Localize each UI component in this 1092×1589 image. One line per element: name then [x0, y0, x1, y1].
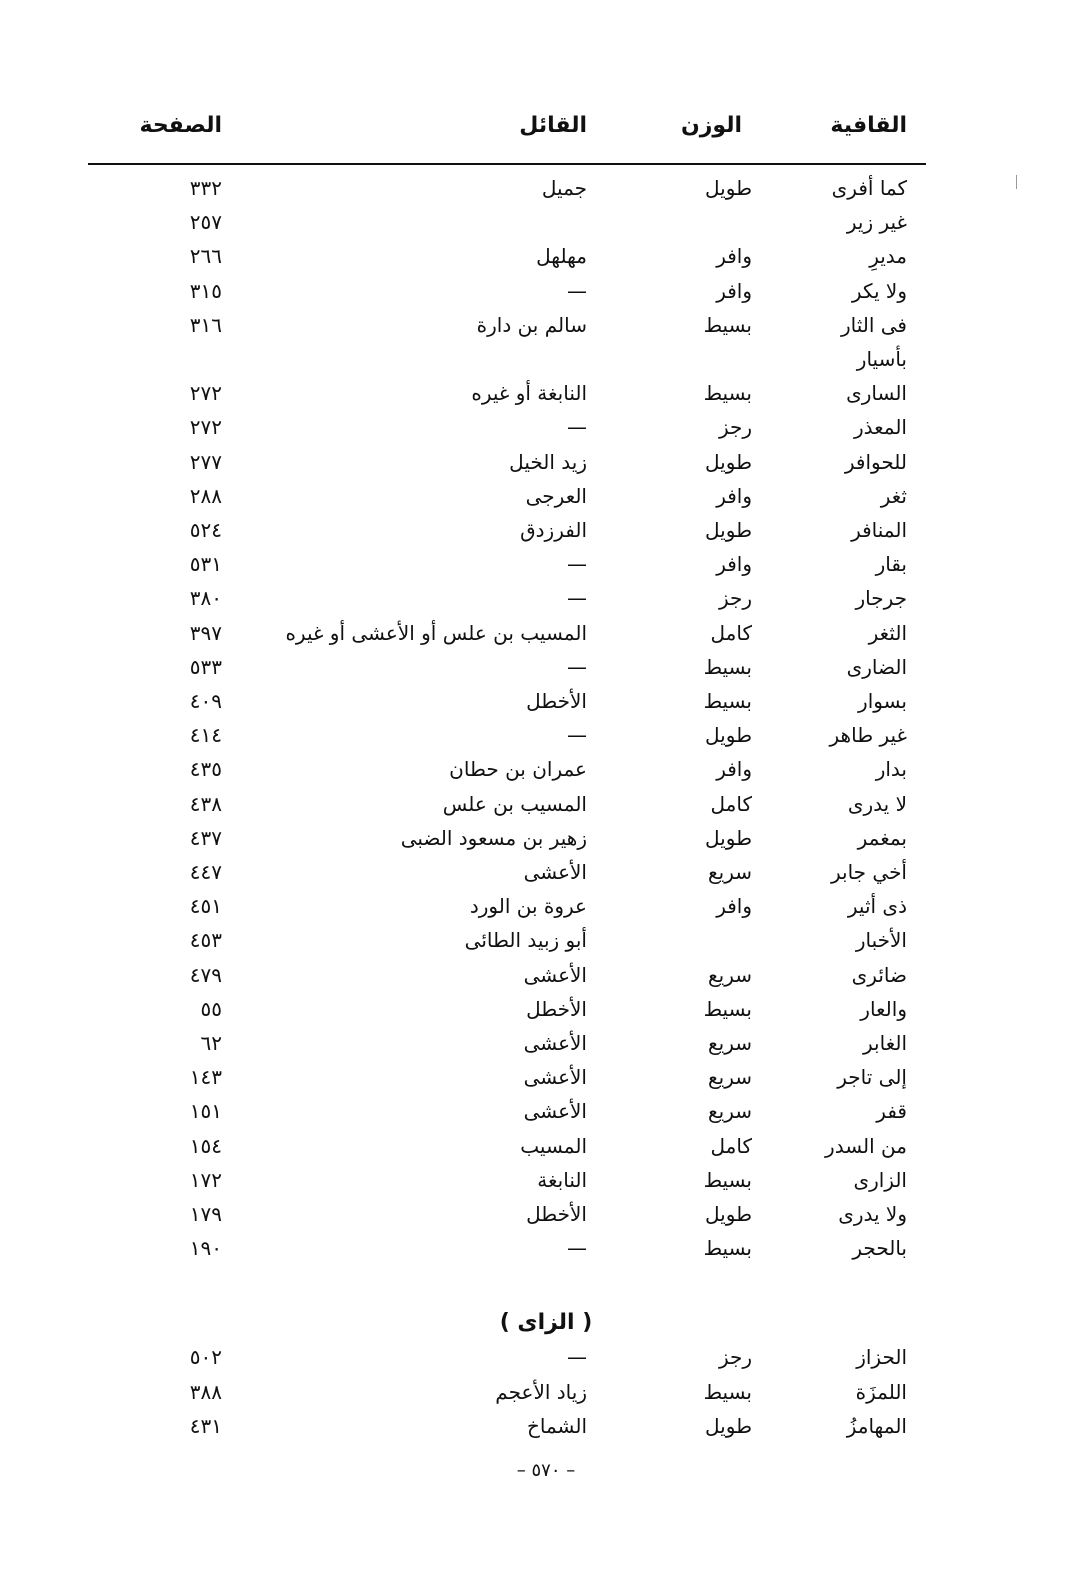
table-row: [0, 586, 1092, 620]
table-row: [0, 244, 1092, 278]
table-row: [0, 1099, 1092, 1133]
poet-cell: الأعشى: [523, 1065, 587, 1090]
header-safha: الصفحة: [139, 113, 222, 138]
poet-cell: —: [567, 415, 587, 440]
rhyme-cell: المهامزُ: [846, 1414, 907, 1438]
meter-cell: بسيط: [703, 996, 752, 1021]
rhyme-cell: من السدر: [825, 1133, 907, 1158]
rhyme-cell: للحوافر: [844, 449, 907, 474]
meter-cell: بسيط: [703, 1236, 752, 1261]
rhyme-cell: ثغر: [880, 483, 907, 508]
rhyme-cell: ولا يدرى: [838, 1202, 907, 1226]
rhyme-cell: لا يدرى: [847, 791, 907, 816]
table-row: [0, 1380, 1092, 1414]
rhyme-cell: والعار: [860, 996, 907, 1021]
poet-cell: عمران بن حطان: [449, 757, 587, 782]
table-row: [0, 1345, 1092, 1379]
page-cell: ٤٥٣: [189, 928, 222, 953]
meter-cell: وافر: [716, 483, 752, 508]
poet-cell: —: [567, 723, 587, 748]
poet-cell: —: [567, 1345, 587, 1369]
meter-cell: طويل: [705, 176, 752, 200]
table-row: [0, 279, 1092, 313]
table-row: [0, 894, 1092, 928]
rhyme-cell: الغابر: [863, 1031, 907, 1055]
meter-cell: بسيط: [703, 1167, 752, 1192]
poet-cell: —: [567, 1236, 587, 1261]
table-row: [0, 792, 1092, 826]
poet-cell: النابغة أو غيره: [471, 381, 587, 406]
page-cell: ١٧٢: [189, 1167, 222, 1192]
rhyme-cell: الحزاز: [856, 1345, 907, 1369]
page-cell: ٥٣٣: [189, 654, 222, 679]
page-cell: ٥٠٢: [189, 1345, 222, 1369]
header-qail: القائل: [519, 113, 587, 138]
table-row: [0, 484, 1092, 518]
meter-cell: طويل: [705, 449, 752, 474]
meter-cell: بسيط: [703, 312, 752, 337]
poet-cell: سالم بن دارة: [476, 312, 587, 337]
table-row: [0, 552, 1092, 586]
page-cell: ٢٥٧: [189, 210, 222, 235]
page-number: – ٥٧٠ –: [516, 1460, 576, 1481]
table-row: [0, 826, 1092, 860]
poet-cell: الفرزدق: [520, 518, 587, 542]
poet-cell: الأعشى: [523, 860, 587, 884]
meter-cell: كامل: [710, 620, 752, 645]
table-row: [0, 1202, 1092, 1236]
poet-cell: زهير بن مسعود الضبى: [400, 825, 587, 850]
poet-cell: —: [567, 586, 587, 611]
header-rule: [88, 163, 926, 165]
table-row: [0, 723, 1092, 757]
table-row: [0, 347, 1092, 381]
poet-cell: العرجى: [525, 483, 587, 508]
page-cell: ٣٩٧: [189, 620, 222, 645]
table-row: [0, 621, 1092, 655]
rhyme-cell: جرجار: [855, 586, 907, 611]
rhyme-cell: الأخبار: [855, 928, 907, 953]
page-cell: ٣٨٨: [189, 1379, 222, 1404]
poet-cell: مهلهل: [536, 244, 587, 269]
page-cell: ٤٤٧: [189, 860, 222, 884]
page-cell: ٤٠٩: [189, 689, 222, 713]
table-row: [0, 1168, 1092, 1202]
meter-cell: سريع: [707, 1099, 752, 1124]
poet-cell: الأخطل: [526, 996, 587, 1021]
page-cell: ٢٧٧: [189, 449, 222, 474]
meter-cell: طويل: [705, 518, 752, 542]
table-row: [0, 176, 1092, 210]
table-row: [0, 381, 1092, 415]
page-cell: ٢٧٢: [189, 415, 222, 440]
table-row: [0, 450, 1092, 484]
page-cell: ١٩٠: [189, 1236, 222, 1261]
page-cell: ٣١٥: [189, 278, 222, 303]
page-cell: ٢٧٢: [189, 381, 222, 406]
page-cell: ٢٨٨: [189, 483, 222, 508]
poet-cell: المسيب: [520, 1133, 587, 1158]
rhyme-cell: الضارى: [846, 654, 907, 679]
poet-cell: المسيب بن علس: [442, 791, 587, 816]
meter-cell: سريع: [707, 1031, 752, 1055]
page-cell: ١٤٣: [189, 1065, 222, 1090]
poet-cell: —: [567, 552, 587, 577]
poet-cell: النابغة: [537, 1167, 587, 1192]
rhyme-cell: ذى أثير: [847, 894, 907, 919]
poet-cell: الأخطل: [526, 689, 587, 713]
poet-cell: الأعشى: [523, 962, 587, 987]
page-cell: ٤١٤: [189, 723, 222, 748]
table-row: [0, 1414, 1092, 1448]
meter-cell: سريع: [707, 860, 752, 884]
table-row: [0, 518, 1092, 552]
poet-cell: —: [567, 278, 587, 303]
table-row: [0, 655, 1092, 689]
rhyme-cell: بأسيار: [856, 347, 907, 371]
rhyme-cell: بدار: [875, 757, 907, 782]
meter-cell: طويل: [705, 1414, 752, 1438]
poet-cell: الأعشى: [523, 1031, 587, 1055]
poet-cell: —: [567, 654, 587, 679]
page-cell: ٤٣١: [189, 1414, 222, 1438]
rhyme-cell: ولا يكر: [851, 278, 907, 303]
rhyme-cell: فى الثار: [840, 312, 907, 337]
rhyme-cell: إلى تاجر: [837, 1065, 907, 1090]
rhyme-cell: غير طاهر: [829, 723, 907, 748]
meter-cell: رجز: [718, 415, 752, 440]
poet-cell: زيد الخيل: [509, 449, 587, 474]
meter-cell: وافر: [716, 894, 752, 919]
meter-cell: سريع: [707, 1065, 752, 1090]
table-row: [0, 997, 1092, 1031]
rhyme-cell: مديرِ: [869, 244, 907, 269]
rhyme-cell: بمغمر: [857, 825, 907, 850]
page-cell: ٥٢٤: [189, 518, 222, 542]
rhyme-cell: غير زير: [846, 210, 907, 235]
table-row: [0, 757, 1092, 791]
rhyme-cell: السارى: [846, 381, 907, 406]
meter-cell: طويل: [705, 723, 752, 748]
poet-cell: الأخطل: [526, 1202, 587, 1226]
page-cell: ١٧٩: [189, 1202, 222, 1226]
table-row: [0, 313, 1092, 347]
table-row: [0, 689, 1092, 723]
table-row: [0, 415, 1092, 449]
poet-cell: أبو زبيد الطائى: [464, 928, 587, 953]
page-cell: ٢٦٦: [189, 244, 222, 269]
meter-cell: بسيط: [703, 689, 752, 713]
poet-cell: الشماخ: [526, 1414, 587, 1438]
rhyme-cell: اللمزَة: [855, 1379, 907, 1404]
meter-cell: بسيط: [703, 381, 752, 406]
meter-cell: رجز: [718, 1345, 752, 1369]
rhyme-cell: بقار: [875, 552, 907, 577]
rhyme-cell: أخي جابر: [830, 860, 907, 884]
meter-cell: وافر: [716, 757, 752, 782]
meter-cell: طويل: [705, 1202, 752, 1226]
rhyme-cell: كما أفرى: [831, 176, 907, 200]
page-cell: ٥٣١: [189, 552, 222, 577]
poet-cell: جميل: [541, 176, 587, 200]
meter-cell: طويل: [705, 825, 752, 850]
rhyme-cell: بسوار: [858, 689, 907, 713]
poet-cell: عروة بن الورد: [469, 894, 587, 919]
rhyme-cell: قفر: [876, 1099, 907, 1124]
header-qafia: القافية: [830, 113, 907, 138]
header-wazn: الوزن: [680, 113, 742, 138]
meter-cell: كامل: [710, 791, 752, 816]
page-cell: ٣٣٢: [189, 176, 222, 200]
page-cell: ٥٥: [200, 996, 222, 1021]
table-row: [0, 1065, 1092, 1099]
page-cell: ١٥٤: [189, 1133, 222, 1158]
meter-cell: وافر: [716, 552, 752, 577]
page-cell: ١٥١: [189, 1099, 222, 1124]
page-cell: ٤٣٧: [189, 825, 222, 850]
page-cell: ٤٥١: [189, 894, 222, 919]
page-cell: ٣٨٠: [189, 586, 222, 611]
page-cell: ٤٣٨: [189, 791, 222, 816]
meter-cell: سريع: [707, 962, 752, 987]
rhyme-cell: ضائرى: [851, 962, 907, 987]
rhyme-cell: المعذر: [853, 415, 907, 440]
table-row: [0, 1031, 1092, 1065]
rhyme-cell: الزارى: [853, 1167, 907, 1192]
rhyme-cell: بالحجر: [852, 1236, 907, 1261]
meter-cell: كامل: [710, 1133, 752, 1158]
meter-cell: رجز: [718, 586, 752, 611]
page-cell: ٣١٦: [189, 312, 222, 337]
rhyme-cell: المنافر: [851, 518, 907, 542]
poet-cell: المسيب بن علس أو الأعشى أو غيره: [285, 620, 587, 645]
page-cell: ٤٧٩: [189, 962, 222, 987]
page-cell: ٦٢: [200, 1031, 222, 1055]
table-row: [0, 928, 1092, 962]
page-cell: ٤٣٥: [189, 757, 222, 782]
table-row: [0, 1236, 1092, 1270]
poet-cell: زياد الأعجم: [495, 1379, 587, 1404]
meter-cell: بسيط: [703, 654, 752, 679]
table-row: [0, 210, 1092, 244]
table-row: [0, 860, 1092, 894]
rhyme-cell: الثغر: [868, 620, 907, 645]
meter-cell: وافر: [716, 244, 752, 269]
poet-cell: الأعشى: [523, 1099, 587, 1124]
table-row: [0, 963, 1092, 997]
meter-cell: وافر: [716, 278, 752, 303]
section-title: ( الزاى ): [499, 1310, 593, 1335]
meter-cell: بسيط: [703, 1379, 752, 1404]
table-row: [0, 1134, 1092, 1168]
